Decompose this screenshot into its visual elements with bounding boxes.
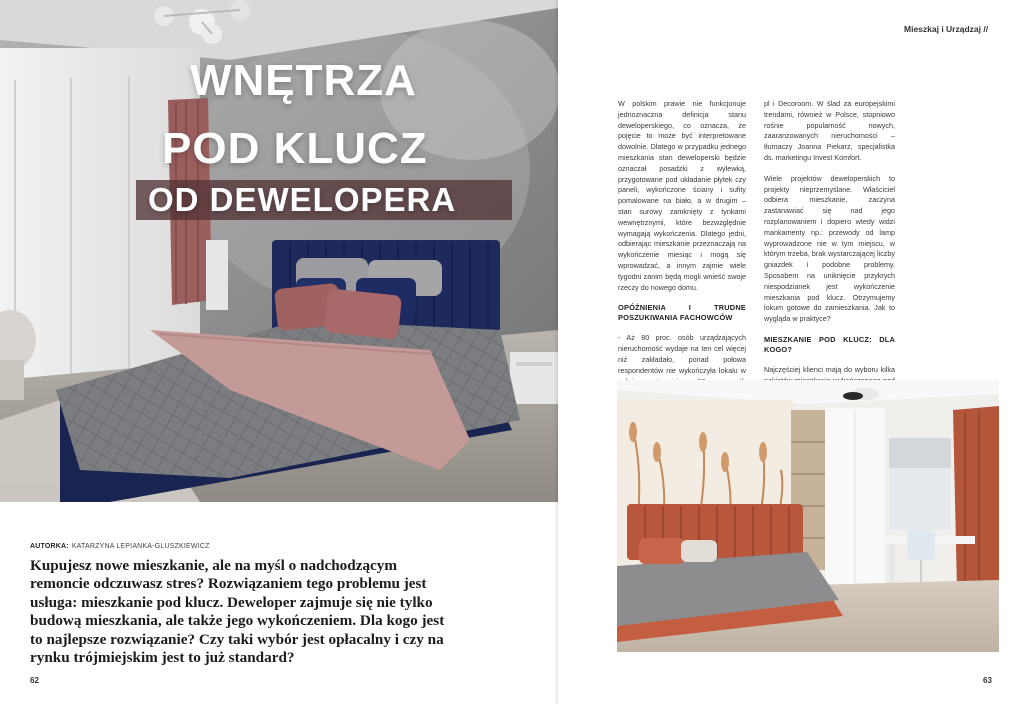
column1-paragraph-2: - Aż 80 proc. osób urządzających nieruchomość wydaje na ten cel więcej niż zakładało, ponad połowa respondentów nie wykończyła lokalu w [618, 333, 746, 375]
author-label: AUTORKA: [30, 543, 69, 550]
headline-line-3: OD DEWELOPERA [148, 181, 457, 218]
section-header: Mieszkaj i Urządzaj // [904, 24, 989, 34]
column2-paragraph-1: pl i Decoroom. W ślad za europejskimi trendami, również w Polsce, stopniowo rośnie popularność nowych, zaaranżowanych nieruchomości –tłumaczy Joanna Piekarz, specjalistka ds. marketingu Invest Komfort. [764, 99, 895, 162]
column2-paragraph-2: Wiele projektów deweloperskich to projekty nieprzemyślane. Właściciel odbiera mieszkanie, zaczyna zastanawiać się nad jego rozplanowaniem i dopiero wtedy widzi mankamenty np.: przewody od lamp wyprowadzone nie w tym miejscu, w którym trzeba, brak wystarczającej liczby gniazdek i podobne problemy. Sposobem na uniknięcie przykrych niespodzianek jest wykończenie mieszkania pod klucz. Otrzymujemy lokum gotowe do zamieszkania. Jak to wygląda w praktyce? [764, 173, 895, 324]
photo-kids-room [617, 380, 999, 652]
lead-paragraph: Kupujesz nowe mieszkanie, ale na myśl o nadchodzącym remoncie odczuwasz stres? Rozwiązaniem tego problemu jest usługa: mieszkanie pod klucz. Deweloper zajmuje się nie tylko budową mieszkania, ale także jego wykończeniem. Dla kogo jest to najlepsze rozwiązanie? Czy taki wybór jest opłacalny i czy na rynku trójmiejskim jest to już standard? [30, 557, 445, 667]
headline [0, 0, 558, 230]
headline-line-2: POD KLUCZ [162, 124, 428, 173]
author-name: KATARZYNA LEPIANKA-GLUSZKIEWICZ [71, 543, 210, 550]
column2-paragraph-3: Najczęściej klienci mają do wyboru kilka [764, 364, 895, 374]
page-number-left: 62 [30, 676, 39, 685]
column1-paragraph-1: W polskim prawie nie funkcjonuje jednoznaczna definicja stanu deweloperskiego, co oznacza, że pojęcie to może być interpretowane dowolnie. Dlatego w przypadku jednego mieszkania stan deweloperski będzie oznaczał posadzki z wylewką, przygotowane pod układanie płytek czy paneli, wykończone ściany i sufity pomalowane na biało, a w drugim – stan surowy zamknięty z tynkami wewnętrznymi, które bezwzględnie wymagają wykończenia. Dlatego jedni, odbierając mieszkanie przeznaczają na wykończenie miesiąc i mogą się wprowadzać, a innym zajmie wiele tygodni zanim będą mogli wnieść swoje rzeczy do nowego domu. [618, 99, 746, 292]
headline-line-1: WNĘTRZA [190, 56, 417, 105]
author-credit [30, 543, 210, 550]
column2-subheading: MIESZKANIE POD KLUCZ: DLA KOGO? [764, 334, 895, 354]
column1-subheading: OPÓŹNIENIA I TRUDNE POSZUKIWANIA FACHOWCÓW [618, 303, 746, 323]
page-number-right: 63 [983, 676, 992, 685]
